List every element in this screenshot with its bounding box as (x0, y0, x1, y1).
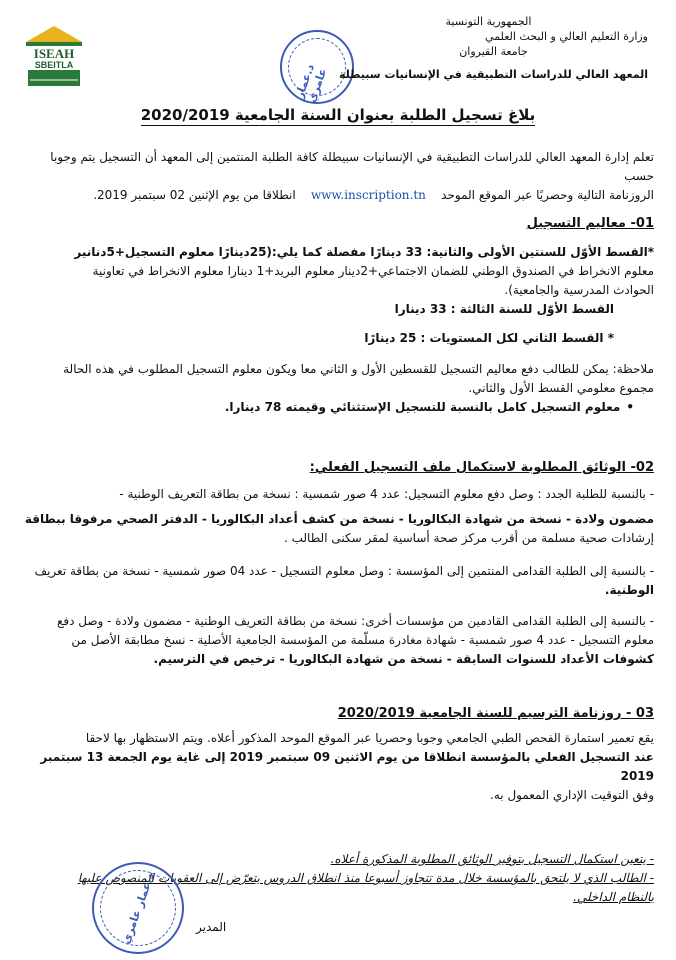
section-fees-heading: 01- معاليم التسجيل (526, 216, 654, 231)
header-block (339, 14, 648, 82)
calendar-line-3: وفق التوقيت الإداري المعمول به. (490, 788, 654, 802)
fees-note-1: ملاحظة: يمكن للطالب دفع معاليم التسجيل للقسطين الأول و الثاني معا ويكون معلوم التسجيل المطلوب في هذه الحالة (63, 362, 654, 376)
section-calendar-heading: 03 - روزنامة الترسيم للسنة الجامعية 2020/2019 (337, 706, 654, 721)
fees-line-4: القسط الأوّل للسنة الثالثة : 33 دينارا (394, 302, 614, 316)
fees-line-5: * القسط الثاني لكل المستويات : 25 دينارًا (364, 331, 614, 345)
fees-line-3: الحوادث المدرسية والجامعية). (504, 283, 654, 297)
intro-line-2 (22, 186, 654, 205)
docs-transfer-line-2: معلوم التسجيل - عدد 4 صور شمسية - شهادة مغادرة مسلّمة من المؤسسة الجامعية الأصلية - نسخ مطابقة الأصل من (71, 633, 654, 647)
docs-new-line-1: - بالنسبة للطلبة الجدد : وصل دفع معلوم التسجيل: عدد 4 صور شمسية : نسخة من بطاقة التعريف الوطنية - (119, 487, 654, 501)
section-documents-heading: 02- الوثائق المطلوبة لاستكمال ملف التسجيل الفعلي: (309, 460, 654, 475)
intro-line-2b: انطلاقا من يوم الإثنين 02 سبتمبر 2019. (93, 188, 296, 202)
note-2: - الطالب الذي لا يلتحق بالمؤسسة خلال مدة تتجاوز أسبوعا منذ انطلاق الدروس يتعرّض إلى العقوبات المنصوص عليها (77, 871, 654, 885)
header-university: جامعة القيروان (459, 45, 528, 58)
docs-new-line-2: مضمون ولادة - نسخة من شهادة البكالوريا - نسخة من كشف أعداد البكالوريا - الدفتر الصحي مرفوقا ببطاقة (24, 512, 654, 526)
stamp-text: د.عمار عامري (292, 62, 330, 105)
section-calendar (22, 704, 654, 805)
fees-line-1: *القسط الأوّل للسنتين الأولى والثانية: 33 دينارًا مفصلة كما يلي:(25دينارًا معلوم التسجيل+5دنانير (74, 245, 654, 259)
note-3: بالنظام الداخلي. (573, 890, 654, 904)
calendar-line-1: يقع تعمير استمارة الفحص الطبي الجامعي وجوبا وحصريا عبر الموقع الموحد المذكور أعلاه. ويتم الاستظهار بها لاحقا (85, 731, 654, 745)
docs-old-line-2: الوطنية. (604, 583, 654, 597)
calendar-line-2: عند التسجيل الفعلي بالمؤسسة انطلاقا من يوم الاثنين 09 سبتمبر 2019 إلى غاية يوم الجمعة 13 سبتمبر 2019 (40, 750, 654, 783)
header-republic: الجمهورية التونسية (445, 15, 532, 28)
docs-old-line-1: - بالنسبة إلى الطلبة القدامى المنتمين إلى المؤسسة : وصل معلوم التسجيل - عدد 04 صور شمسية - نسخة من بطاقة تعريف (34, 564, 654, 578)
section-fees (22, 214, 654, 417)
docs-transfer-line-3: كشوفات الأعداد للسنوات السابقة - نسخة من شهادة البكالوريا - ترخيص في الترسيم. (153, 652, 654, 666)
docs-transfer-line-1: - بالنسبة إلى الطلبة القدامى القادمين من مؤسسات أخرى: نسخة من بطاقة التعريف الوطنية - مضمون ولادة - وصل دفع (56, 614, 654, 628)
section-documents (22, 458, 654, 669)
docs-new-line-3: إرشادات صحية مسلمة من أقرب مركز صحة أساسية لمقر سكنى الطالب . (283, 531, 654, 545)
logo-text-sub: SBEITLA (34, 60, 74, 70)
note-1: - يتعين استكمال التسجيل بتوفير الوثائق المطلوبة المذكورة أعلاه. (330, 852, 654, 866)
intro-line-1: تعلم إدارة المعهد العالي للدراسات التطبيقية في الإنسانيات سبيطلة كافة الطلبة المنتمين إلى المعهد أن التسجيل يتم وجوبا حسب (50, 150, 654, 183)
page-title-text: بلاغ تسجيل الطلبة بعنوان السنة الجامعية 2020/2019 (140, 106, 536, 124)
header-ministry: وزارة التعليم العالي و البحث العلمي (485, 30, 648, 43)
logo-text-main: ISEAH (33, 46, 75, 61)
stamp-bottom-text: د.عمار عامري (119, 870, 157, 946)
inscription-link[interactable]: www.inscription.tn (311, 188, 426, 202)
institute-logo (18, 22, 90, 94)
intro-line-2a: الروزنامة التالية وحصريًا عبر الموقع الموحد (441, 188, 654, 202)
official-stamp-bottom (92, 862, 184, 954)
fees-line-2: معلوم الانخراط في الصندوق الوطني للضمان الاجتماعي+2دينار معلوم البريد+1 دينارا معلوم الانخراط في تعاونية (92, 264, 654, 278)
intro-paragraph (22, 148, 654, 205)
fees-bullet: • معلوم التسجيل كامل بالنسبة للتسجيل الإستثنائي وقيمته 78 دينارا. (22, 398, 634, 417)
signature-label: المدير (196, 920, 227, 934)
header-institute: المعهد العالي للدراسات التطبيقية في الإنسانيات سبيطلة (338, 68, 648, 81)
page-title (0, 106, 676, 124)
fees-note-2: مجموع معلومي القسط الأول والثاني. (468, 381, 654, 395)
